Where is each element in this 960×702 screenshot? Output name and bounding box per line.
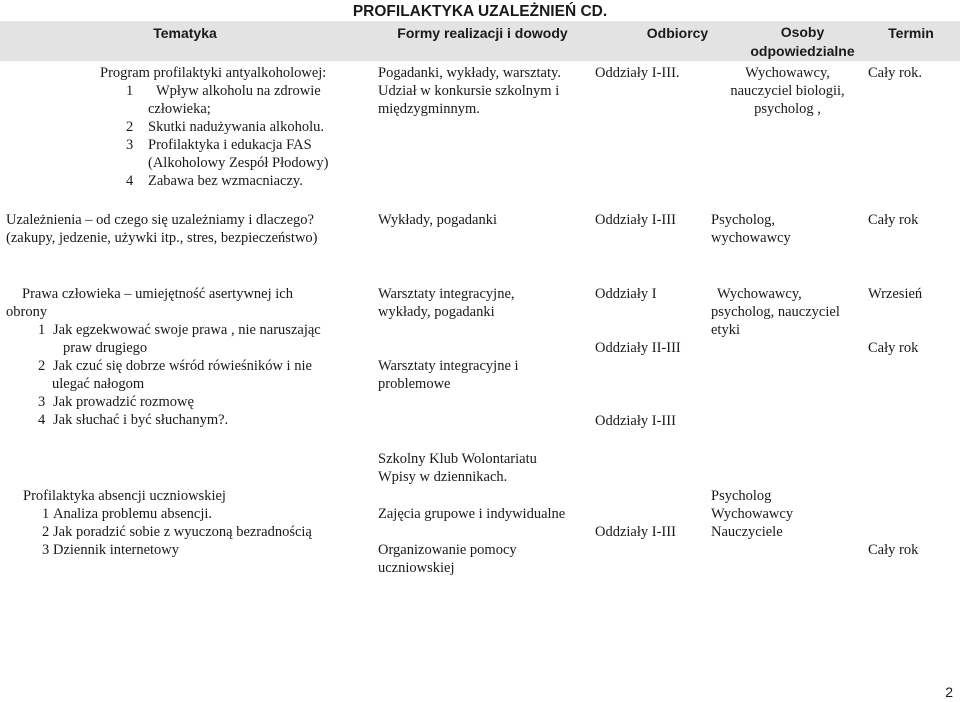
row3-audience-2: Oddziały II-III <box>595 340 681 356</box>
row1-topic-item-1: 1 Wpływ alkoholu na zdrowie <box>126 83 321 99</box>
row3-topic-item-3: 3 Jak prowadzić rozmowę <box>38 394 194 410</box>
row4-topic-item-3: 3 Dziennik internetowy <box>42 542 180 558</box>
column-header-term: Termin <box>888 25 934 41</box>
row3-audience-3: Oddziały I-III <box>595 413 676 429</box>
page-number: 2 <box>945 684 953 700</box>
column-header-responsible: Osoby odpowiedzialne <box>750 24 855 59</box>
row1-topic-item-3: 3 Profilaktyka i edukacja FAS <box>126 137 312 153</box>
row2-forms: Wykłady, pogadanki <box>378 212 497 228</box>
row2-audience: Oddziały I-III <box>595 212 676 228</box>
row3-topic-item-4: 4 Jak słuchać i być słuchanym?. <box>38 412 229 428</box>
row2-topic: Uzależnienia – od czego się uzależniamy i dlaczego? (zakupy, jedzenie, używki itp., stres, bezpieczeństwo) <box>6 212 318 246</box>
row3-forms-block1: Warsztaty integracyjne, wykłady, pogadanki <box>378 286 515 320</box>
row4-forms-block3: Organizowanie pomocy uczniowskiej <box>378 542 517 576</box>
row4-forms-block1: Szkolny Klub Wolontariatu Wpisy w dziennikach. <box>378 451 537 485</box>
row1-topic-heading: Program profilaktyki antyalkoholowej: <box>100 65 327 81</box>
row1-topic-item-4: 4 Zabawa bez wzmacniaczy. <box>126 173 303 189</box>
row3-topic: Prawa człowieka – umiejętność asertywnej ich obrony 1 Jak egzekwować swoje prawa , nie naruszając praw drugiego 2 Jak czuć się dobrze wśród rówieśników i nie ulegać nałogom 3 Jak prowadzić rozmowę 4 Jak słuchać i być słuchanym?. <box>6 286 321 428</box>
row1-term: Cały rok. <box>868 65 922 81</box>
row3-audience-1: Oddziały I <box>595 286 657 302</box>
table-header <box>0 21 960 61</box>
row3-term-1: Wrzesień <box>868 286 923 302</box>
row3-term-2: Cały rok <box>868 340 919 356</box>
row4-topic <box>23 487 312 559</box>
row4-topic-item-1: 1 Analiza problemu absencji. <box>42 506 213 522</box>
row1-topic-item-2: 2 Skutki nadużywania alkoholu. <box>126 119 324 135</box>
row1-topic-item-1-cont: człowieka; <box>148 101 211 117</box>
row4-forms-block2: Zajęcia grupowe i indywidualne <box>378 506 566 522</box>
row4-responsible: Psycholog Wychowawcy Nauczyciele <box>711 488 794 540</box>
row1-topic-item-3-cont: (Alkoholowy Zespół Płodowy) <box>148 155 329 171</box>
page-title: PROFILAKTYKA UZALEŻNIEŃ CD. <box>352 3 608 20</box>
row3-topic-item-1: 1 Jak egzekwować swoje prawa , nie naruszając <box>38 322 321 338</box>
row3-topic-heading: Prawa człowieka – umiejętność asertywnej ich <box>22 286 293 302</box>
row2-term: Cały rok <box>868 212 919 228</box>
row1-topic <box>100 64 328 190</box>
column-header-topic: Tematyka <box>153 25 217 41</box>
row3-forms-block2: Warsztaty integracyjne i problemowe <box>378 358 519 392</box>
row4-audience: Oddziały I-III <box>595 524 676 540</box>
row4-topic-item-2: 2 Jak poradzić sobie z wyuczoną bezradnością <box>42 524 312 540</box>
row1-forms: Pogadanki, wykłady, warsztaty. Udział w konkursie szkolnym i międzygminnym. <box>378 65 561 117</box>
row1-responsible: Wychowawcy, nauczyciel biologii, psycholog , <box>730 65 845 117</box>
row3-responsible: Wychowawcy, psycholog, nauczyciel etyki <box>711 286 840 338</box>
row2-responsible: Psycholog, wychowawcy <box>711 212 791 246</box>
column-header-audience: Odbiorcy <box>646 25 709 41</box>
row4-topic-heading: Profilaktyka absencji uczniowskiej <box>23 488 226 504</box>
row1-audience: Oddziały I-III. <box>595 65 680 81</box>
column-header-forms: Formy realizacji i dowody <box>397 25 568 41</box>
row4-term: Cały rok <box>868 542 919 558</box>
row3-topic-item-2: 2 Jak czuć się dobrze wśród rówieśników i nie <box>38 358 312 374</box>
